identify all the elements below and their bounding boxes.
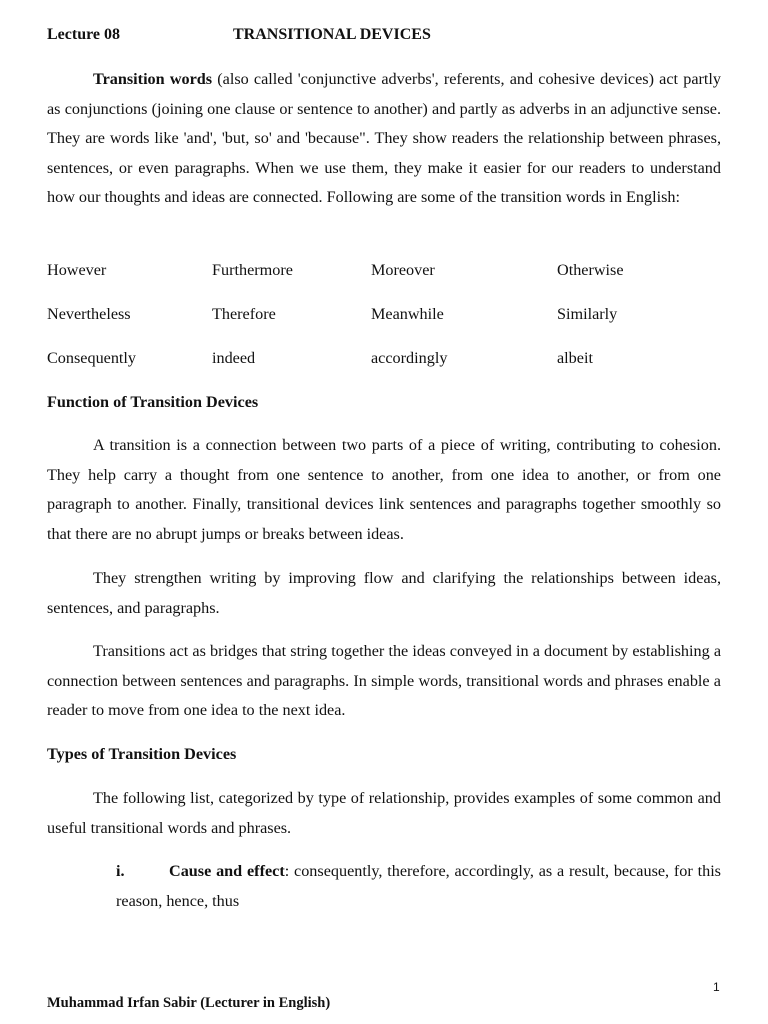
page-number: 1 xyxy=(713,980,720,994)
word-cell: Furthermore xyxy=(212,261,293,279)
word-row xyxy=(47,349,737,393)
types-paragraph: The following list, categorized by type of relationship, provides examples of some common and useful transitional words and phrases. xyxy=(47,789,721,837)
word-cell: Meanwhile xyxy=(371,305,444,323)
word-row xyxy=(47,305,737,349)
function-paragraph-1: A transition is a connection between two parts of a piece of writing, contributing to cohesion. They help carry a thought from one sentence to another, from one idea to another, or from one paragraph to another. Finally, transitional devices link sentences and paragraphs together smoothly so that there are no abrupt jumps or breaks between ideas. xyxy=(47,436,721,543)
list-item-number: i. xyxy=(116,862,125,880)
types-heading: Types of Transition Devices xyxy=(47,745,237,763)
word-cell: Nevertheless xyxy=(47,305,131,323)
word-row xyxy=(47,261,737,305)
list-item-label: Cause and effect xyxy=(169,862,285,880)
intro-lead-term: Transition words xyxy=(93,70,213,88)
footer-author: Muhammad Irfan Sabir (Lecturer in English) xyxy=(47,995,331,1011)
word-cell: Consequently xyxy=(47,349,137,367)
word-cell: Similarly xyxy=(557,305,618,323)
function-heading: Function of Transition Devices xyxy=(47,393,259,411)
word-cell: Therefore xyxy=(212,305,276,323)
function-paragraph-2: They strengthen writing by improving flow and clarifying the relationships between ideas, sentences, and paragraphs. xyxy=(47,569,721,617)
lecture-number: Lecture 08 xyxy=(47,26,121,43)
word-cell: accordingly xyxy=(371,349,448,367)
word-cell: Otherwise xyxy=(557,261,624,279)
transition-word-table xyxy=(47,261,737,393)
function-paragraph-3: Transitions act as bridges that string together the ideas conveyed in a document by establishing a connection between sentences and paragraphs. In simple words, transitional words and phrases enable a reader to move from one idea to the next idea. xyxy=(47,642,721,720)
intro-paragraph xyxy=(47,65,721,213)
word-cell: Moreover xyxy=(371,261,435,279)
list-item xyxy=(116,857,721,916)
intro-text: (also called 'conjunctive adverbs', referents, and cohesive devices) act partly as conjunctions (joining one clause or sentence to another) and partly as adverbs in an adjunctive sense. They are words like 'and', 'but, so' and 'because". They show readers the relationship between phrases, sentences, or even paragraphs. When we use them, they make it easier for our readers to understand how our thoughts and ideas are connected. Following are some of the transition words in English: xyxy=(47,70,721,207)
word-cell: indeed xyxy=(212,349,256,367)
list-item-text: : consequently, therefore, accordingly, as a result, because, for this reason, hence, thus xyxy=(116,862,721,910)
page-title: TRANSITIONAL DEVICES xyxy=(233,26,431,43)
word-cell: albeit xyxy=(557,349,593,367)
word-cell: However xyxy=(47,261,107,279)
